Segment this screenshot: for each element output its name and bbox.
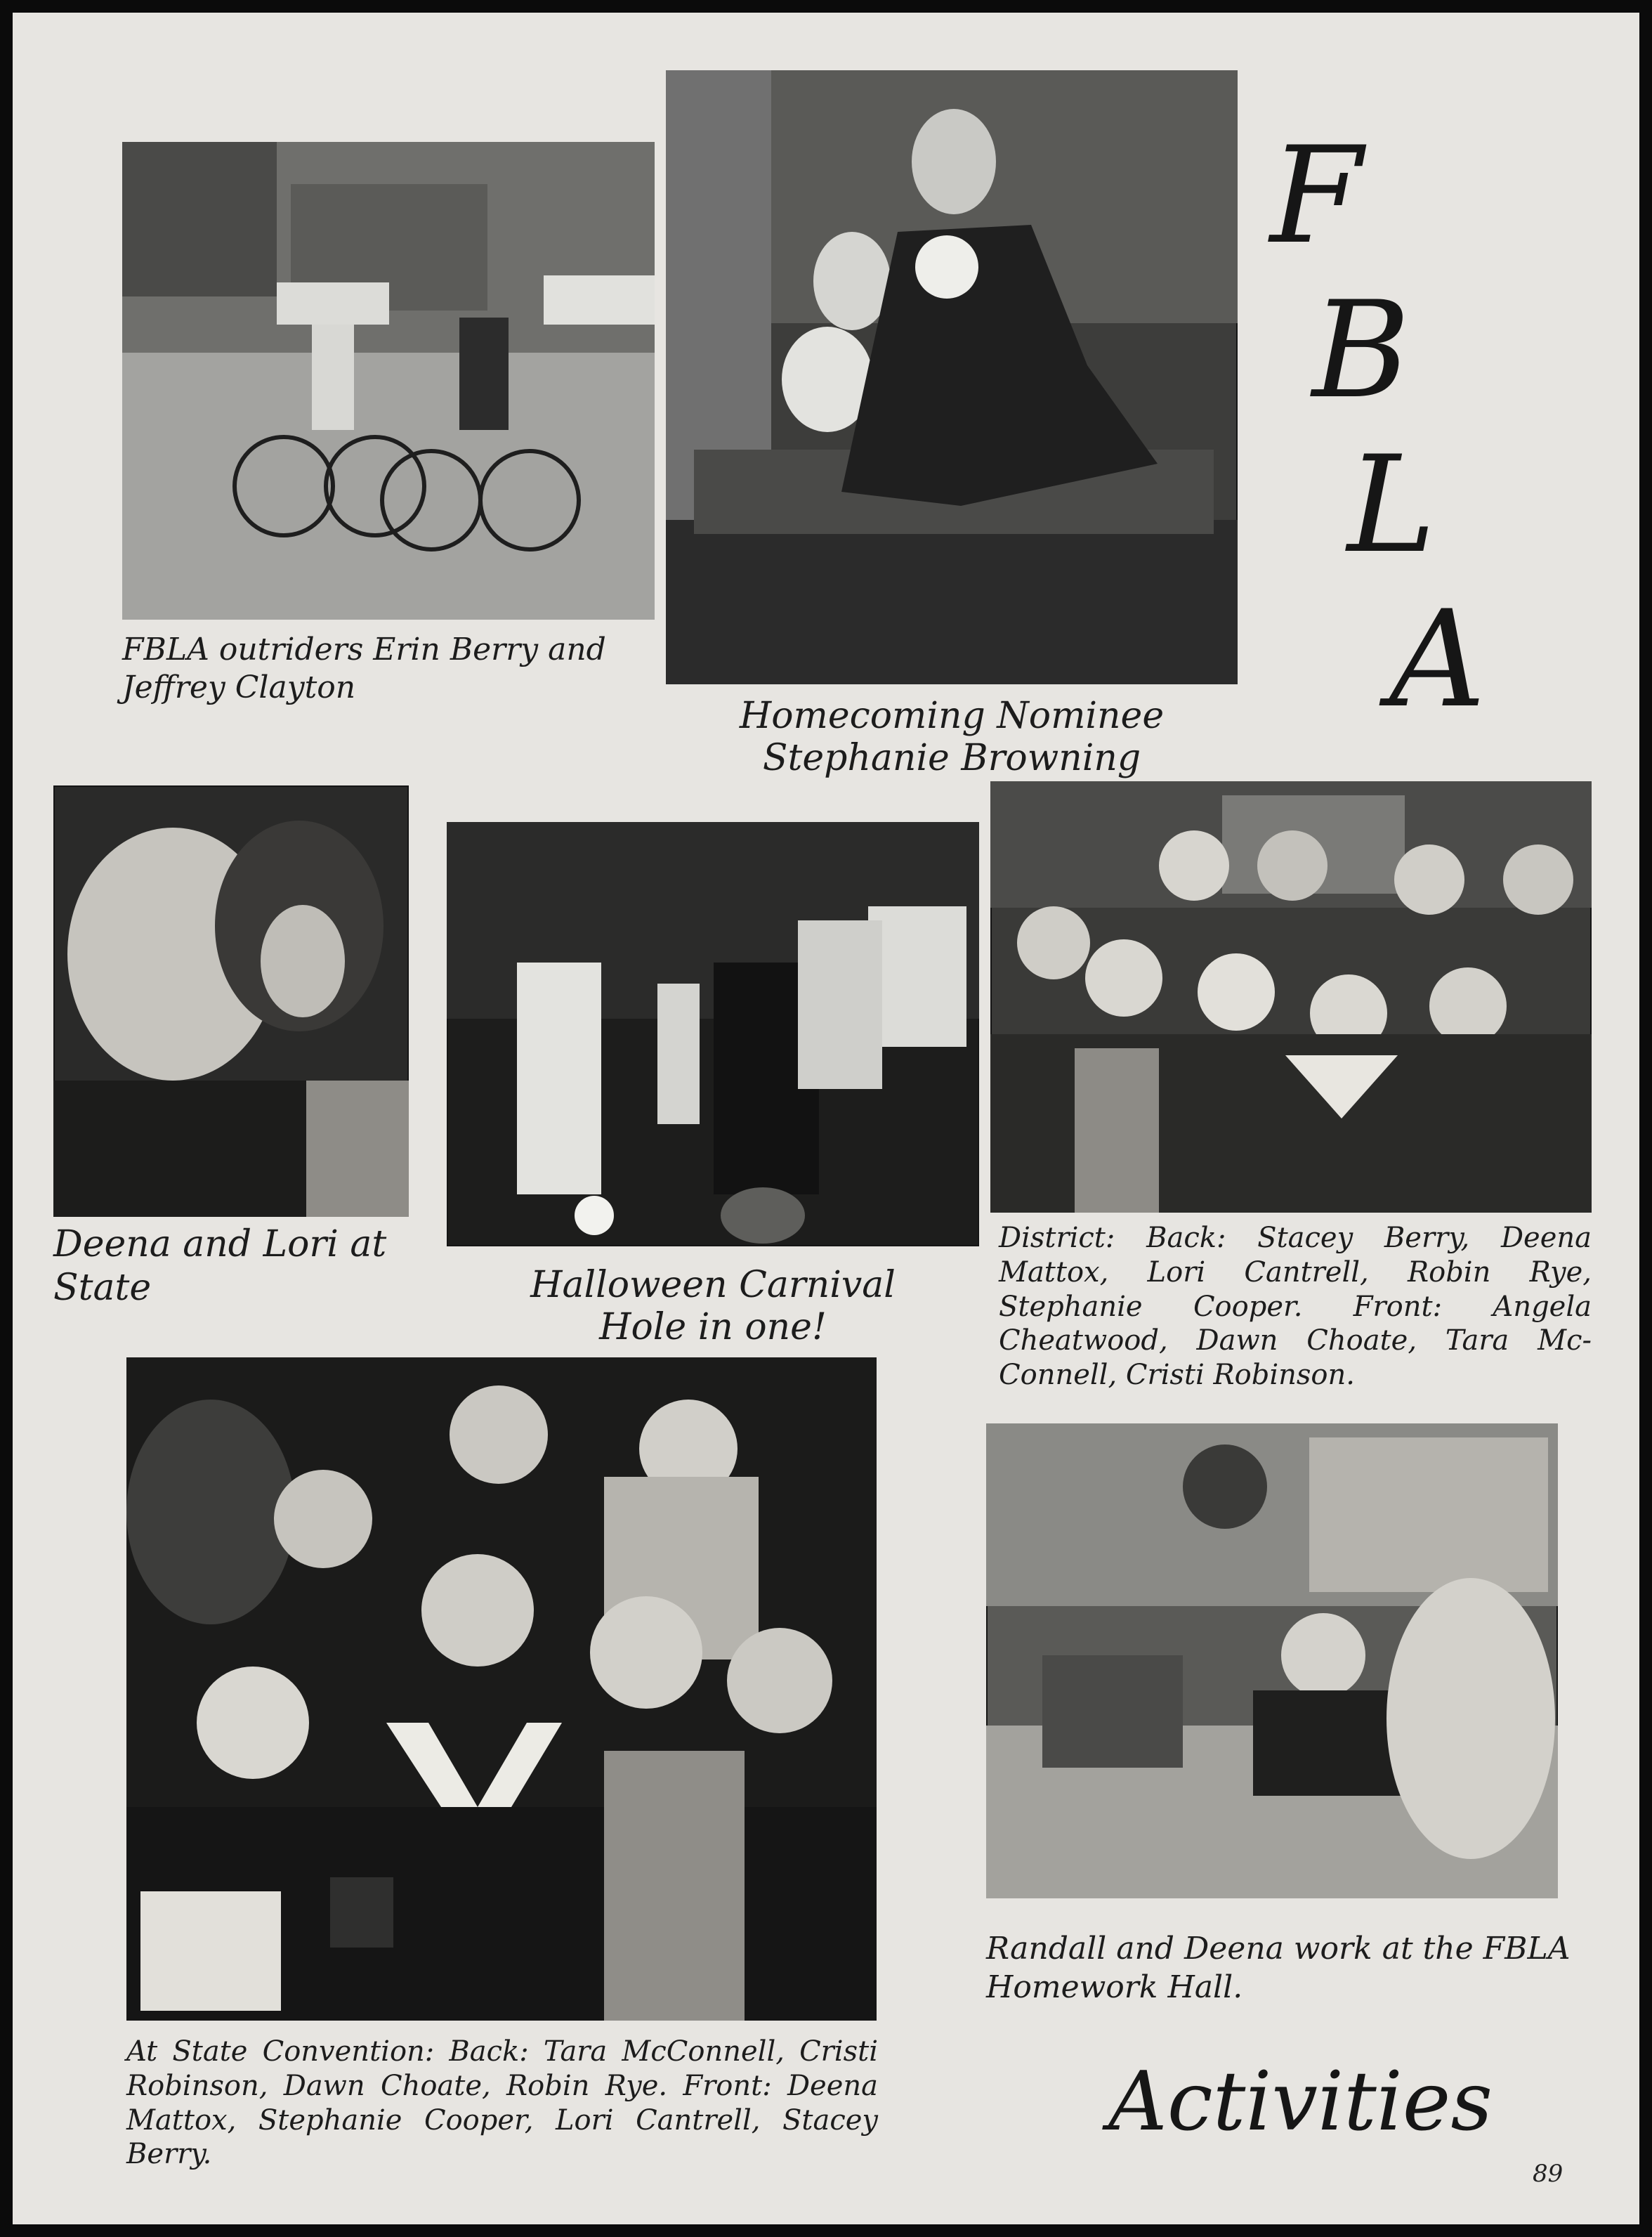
section-label-activities: Activities — [1108, 2054, 1493, 2149]
yearbook-page — [13, 13, 1639, 2224]
photo-homecoming — [666, 70, 1238, 684]
photo-district — [990, 781, 1592, 1213]
photo-outriders — [122, 142, 655, 620]
caption-homecoming-line2: Stephanie Browning — [762, 736, 1141, 779]
caption-homecoming-line1: Homecoming Nominee — [739, 695, 1165, 737]
photo-halloween — [447, 822, 979, 1246]
caption-state-convention: At State Convention: Back: Tara McConnell, Cristi Robinson, Dawn Choate, Robin Rye. Front: Deena Mattox, Stephanie Cooper, Lori Cantrell, Stacey Berry. — [126, 2035, 878, 2171]
caption-halloween-line2: Hole in one! — [599, 1305, 827, 1348]
title-letter-b: B — [1312, 273, 1410, 428]
caption-halloween — [447, 1265, 979, 1349]
caption-homework-hall: Randall and Deena work at the FBLA Homework Hall. — [986, 1931, 1571, 2005]
title-letter-f: F — [1270, 118, 1363, 273]
caption-deena-lori: Deena and Lori at State — [53, 1223, 387, 1310]
caption-homecoming — [666, 696, 1238, 780]
photo-state-convention — [126, 1357, 877, 2021]
title-letter-a: A — [1389, 582, 1486, 737]
photo-homework-hall — [986, 1423, 1558, 1898]
caption-outriders: FBLA outriders Erin Berry and Jeffrey Clayton — [122, 632, 606, 705]
caption-halloween-line1: Halloween Carnival — [530, 1264, 896, 1306]
caption-district: District: Back: Stacey Berry, Deena Mattox, Lori Cantrell, Robin Rye, Stephanie Cooper. Front: Angela Cheatwood, Dawn Choate, Tara Mc-Connell, Cristi Robinson. — [999, 1222, 1592, 1392]
page-number: 89 — [1533, 2160, 1563, 2188]
title-letter-l: L — [1347, 427, 1436, 582]
photo-deena-lori — [53, 785, 409, 1217]
